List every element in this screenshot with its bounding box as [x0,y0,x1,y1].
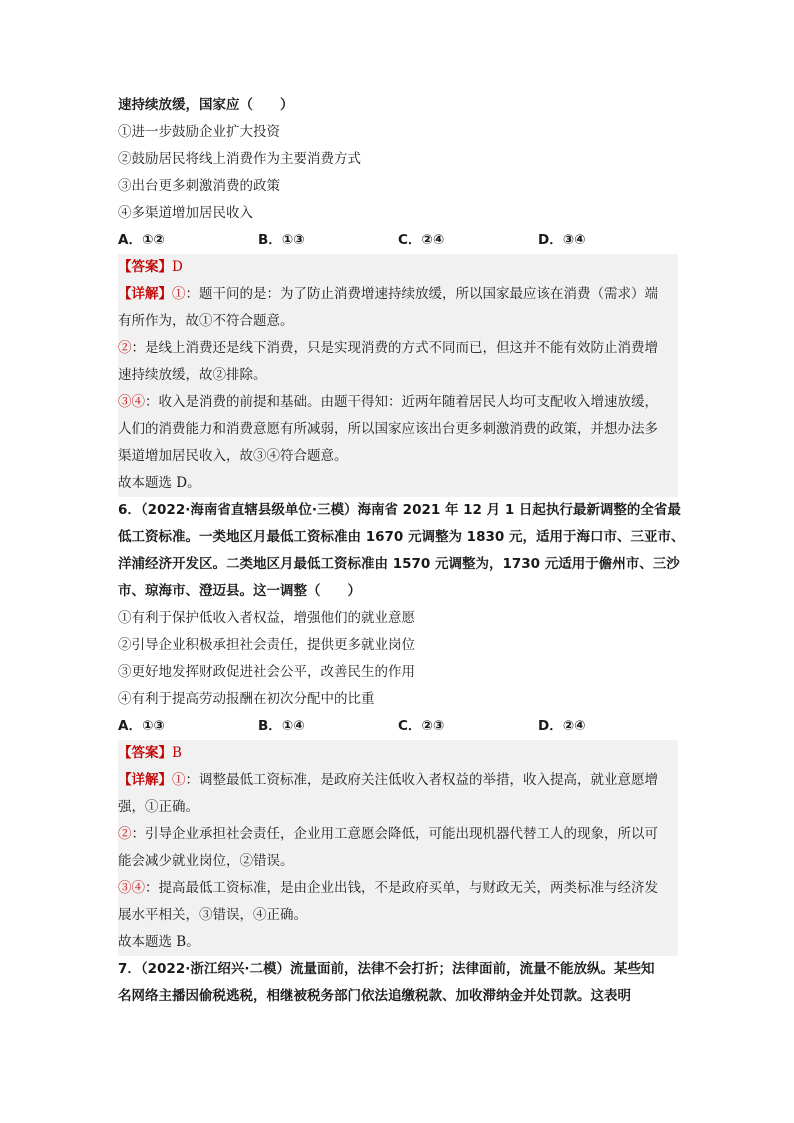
detail-tag: 【详解】 [118,772,172,788]
q5-item: ①进一步鼓励企业扩大投资 [118,124,280,140]
answer-tag: 【答案】 [118,259,172,275]
q6-stem: 6．（2022·海南省直辖县级单位·三模）海南省 2021 年 12 月 1 日起执行最新调整的全省最 [118,502,681,518]
option-b: B．①③ [258,232,305,248]
q7-stem: 名网络主播因偷税逃税，相继被税务部门依法追缴税款、加收滞纳金并处罚款。这表明 [118,988,631,1004]
detail-mark: ② [118,340,132,356]
detail-text: ：题干问的是：为了防止消费增速持续放缓，所以国家最应该在消费（需求）端 [185,286,658,302]
detail-mark: ③④ [118,880,145,896]
q5-item: ④多渠道增加居民收入 [118,205,253,221]
detail-text: 强，①正确。 [118,799,199,815]
detail-text: 展水平相关，③错误，④正确。 [118,907,307,923]
detail-mark: ③④ [118,394,145,410]
q6-options [118,713,678,740]
detail-text: 渠道增加居民收入，故③④符合题意。 [118,448,348,464]
option-d: D．②④ [538,718,586,734]
detail-text: ：提高最低工资标准，是由企业出钱，不是政府买单，与财政无关，两类标准与经济发 [145,880,658,896]
q6-stem: 低工资标准。一类地区月最低工资标准由 1670 元调整为 1830 元，适用于海口市、三亚市、 [118,529,685,545]
option-b: B．①④ [258,718,305,734]
detail-text: ：引导企业承担社会责任，企业用工意愿会降低，可能出现机器代替工人的现象，所以可 [131,826,658,842]
detail-text: 人们的消费能力和消费意愿有所减弱，所以国家应该出台更多刺激消费的政策，并想办法多 [118,421,658,437]
q6-item: ①有利于保护低收入者权益，增强他们的就业意愿 [118,610,415,626]
detail-text: 速持续放缓，故②排除。 [118,367,267,383]
answer-value: D [172,259,183,275]
detail-mark: ① [172,286,186,302]
answer-value: B [172,745,182,761]
option-a: A．①② [118,232,165,248]
detail-text: ：收入是消费的前提和基础。由题干得知：近两年随着居民人均可支配收入增速放缓， [145,394,658,410]
q5-options [118,227,678,254]
detail-mark: ② [118,826,132,842]
q6-item: ④有利于提高劳动报酬在初次分配中的比重 [118,691,375,707]
detail-mark: ① [172,772,186,788]
answer-tag: 【答案】 [118,745,172,761]
option-a: A．①③ [118,718,165,734]
q6-item: ③更好地发挥财政促进社会公平，改善民生的作用 [118,664,415,680]
detail-text: 能会减少就业岗位，②错误。 [118,853,294,869]
q6-stem: 市、琼海市、澄迈县。这一调整（ ） [118,583,361,599]
detail-text: ：是线上消费还是线下消费，只是实现消费的方式不同而已，但这并不能有效防止消费增 [131,340,658,356]
option-c: C．②④ [398,232,445,248]
option-c: C．②③ [398,718,445,734]
q7-stem: 7．（2022·浙江绍兴·二模）流量面前，法律不会打折；法律面前，流量不能放纵。某些知 [118,961,655,977]
q5-item: ②鼓励居民将线上消费作为主要消费方式 [118,151,361,167]
q6-stem: 洋浦经济开发区。二类地区月最低工资标准由 1570 元调整为，1730 元适用于儋州市、三沙 [118,556,680,572]
q5-answer-block [118,254,678,497]
detail-tag: 【详解】 [118,286,172,302]
detail-text: ：调整最低工资标准，是政府关注低收入者权益的举措，收入提高，就业意愿增 [185,772,658,788]
q5-stem: 速持续放缓，国家应（ ） [118,97,294,113]
document-page [118,92,685,1010]
q5-item: ③出台更多刺激消费的政策 [118,178,280,194]
conclusion: 故本题选 D。 [118,475,201,491]
q6-answer-block [118,740,678,956]
option-d: D．③④ [538,232,586,248]
conclusion: 故本题选 B。 [118,934,200,950]
q6-item: ②引导企业积极承担社会责任，提供更多就业岗位 [118,637,415,653]
detail-text: 有所作为，故①不符合题意。 [118,313,294,329]
